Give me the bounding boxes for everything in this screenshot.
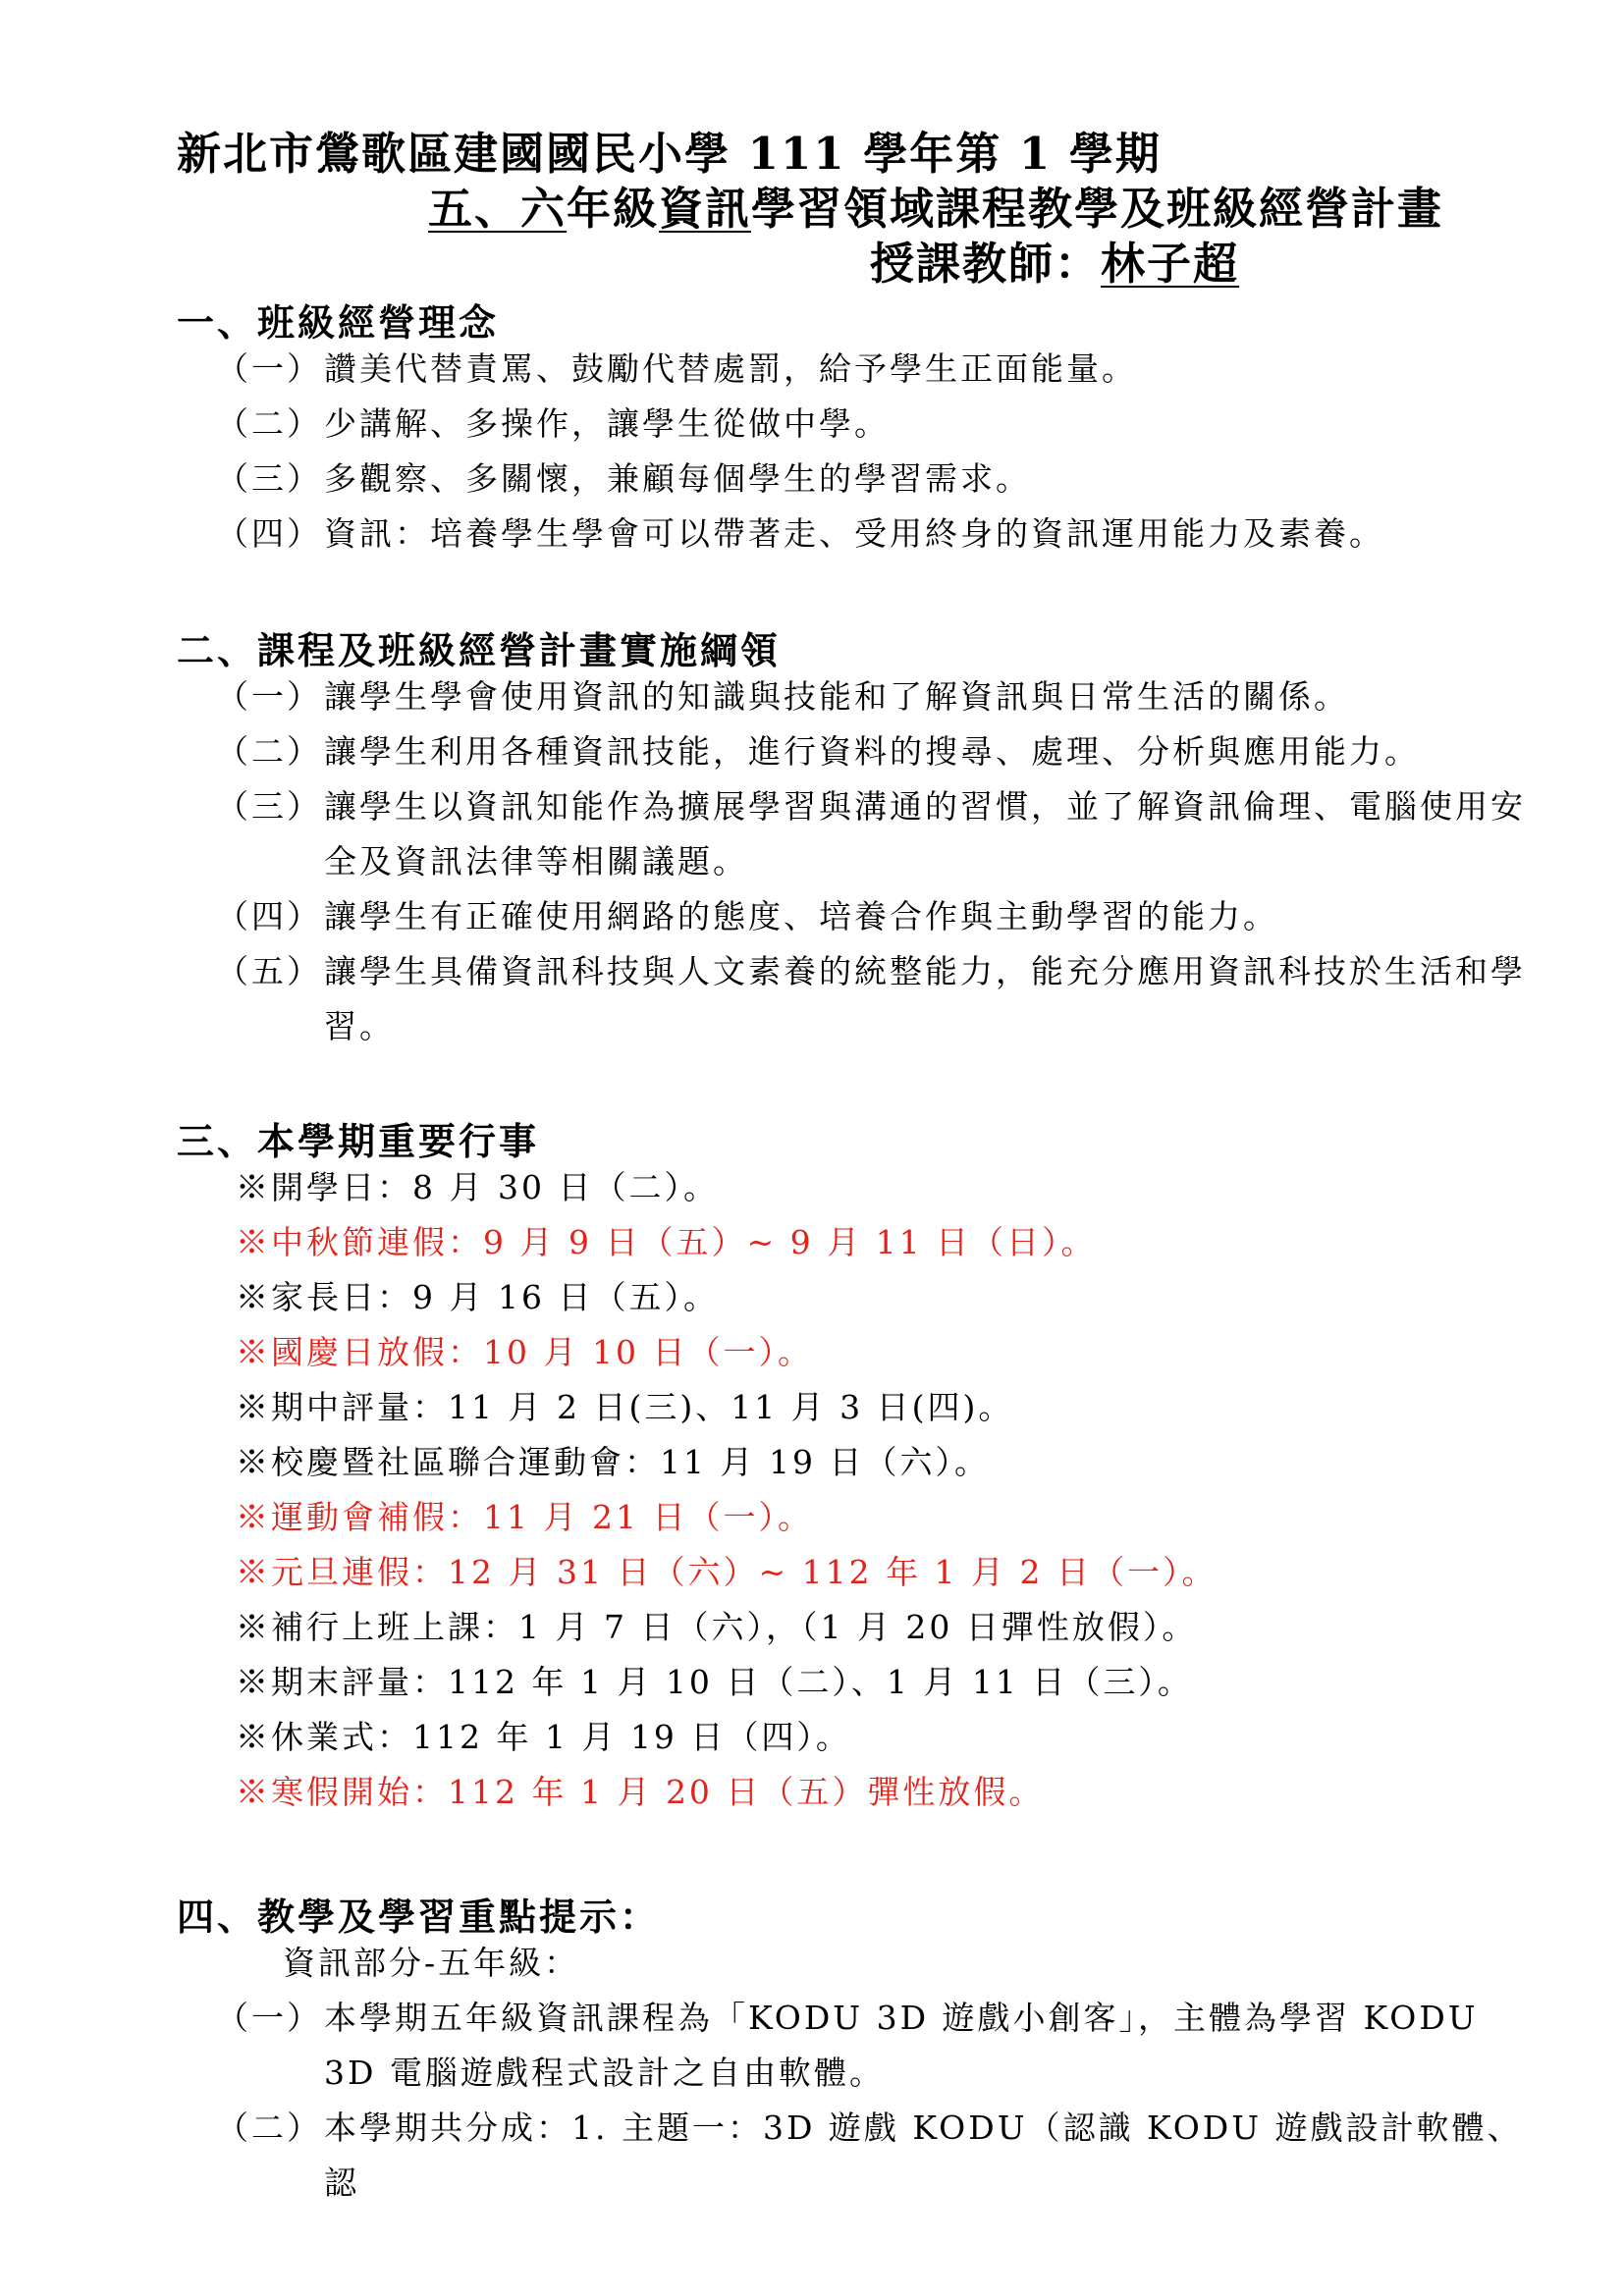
event-item: ※校慶暨社區聯合運動會：11 月 19 日（六）。 [236,1443,990,1481]
grade-text: 五、六 [428,183,568,235]
section3-heading: 三、本學期重要行事 [177,1119,540,1163]
event-item: ※中秋節連假：9 月 9 日（五）~ 9 月 11 日（日）。 [236,1223,1097,1261]
section2-item: （二） 讓學生利用各種資訊技能，進行資料的搜尋、處理、分析與應用能力。 [216,732,1420,771]
section4-subheading: 資訊部分-五年級： [283,1944,580,1982]
event-item: ※運動會補假：11 月 21 日（一）。 [236,1498,813,1536]
grade-suffix: 年級 [567,183,660,235]
teacher-name: 林子超 [1101,238,1240,290]
section2-heading: 二、課程及班級經營計畫實施綱領 [177,628,782,672]
event-item: ※期中評量：11 月 2 日(三)、11 月 3 日(四)。 [236,1388,1014,1426]
document-title-line1: 新北市鶯歌區建國國民小學 111 學年第 1 學期 [177,128,1162,180]
event-item: ※期末評量：112 年 1 月 10 日（二）、1 月 11 日（三）。 [236,1663,1193,1701]
subject-text: 資訊 [659,183,752,235]
event-item: ※寒假開始：112 年 1 月 20 日（五）彈性放假。 [236,1773,1045,1811]
plan-title: 學習領域課程教學及班級經營計畫 [751,183,1444,235]
section1-item: （二） 少講解、多操作，讓學生從做中學。 [216,404,890,443]
section1-item: （一） 讚美代替責罵、鼓勵代替處罰，給予學生正面能量。 [216,349,1137,388]
section2-item: （四） 讓學生有正確使用網路的態度、培養合作與主動學習的能力。 [216,897,1278,935]
section2-item: （三） 讓學生以資訊知能作為擴展學習與溝通的習慣，並了解資訊倫理、電腦使用安全及資訊法律等相關議題。 [216,787,1526,881]
section1-item: （四） 資訊：培養學生學會可以帶著走、受用終身的資訊運用能力及素養。 [216,514,1384,553]
event-item: ※補行上班上課：1 月 7 日（六），（1 月 20 日彈性放假）。 [236,1608,1198,1646]
event-item: ※國慶日放假：10 月 10 日（一）。 [236,1333,813,1371]
event-item: ※休業式：112 年 1 月 19 日（四）。 [236,1718,851,1756]
event-item: ※開學日：8 月 30 日（二）。 [236,1168,719,1206]
teacher-label: 授課教師： [870,238,1102,290]
event-item: ※元旦連假：12 月 31 日（六）~ 112 年 1 月 2 日（一）。 [236,1553,1218,1591]
section2-item: （五） 讓學生具備資訊科技與人文素養的統整能力，能充分應用資訊科技於生活和學習。 [216,952,1526,1045]
section4-item: （一） 本學期五年級資訊課程為「KODU 3D 遊戲小創客」，主體為學習 KODU 3D 電腦遊戲程式設計之自由軟體。 [216,1999,1479,2092]
event-item: ※家長日：9 月 16 日（五）。 [236,1278,719,1316]
section1-item: （三） 多觀察、多關懷，兼顧每個學生的學習需求。 [216,459,1031,498]
section1-heading: 一、班級經營理念 [177,300,500,345]
section4-heading: 四、教學及學習重點提示： [177,1895,661,1939]
teacher-line [870,228,1239,292]
section2-item: （一） 讓學生學會使用資訊的知識與技能和了解資訊與日常生活的關係。 [216,677,1349,716]
section4-item: （二） 本學期共分成：1. 主題一：3D 遊戲 KODU（認識 KODU 遊戲設計軟體、認 [216,2109,1523,2202]
